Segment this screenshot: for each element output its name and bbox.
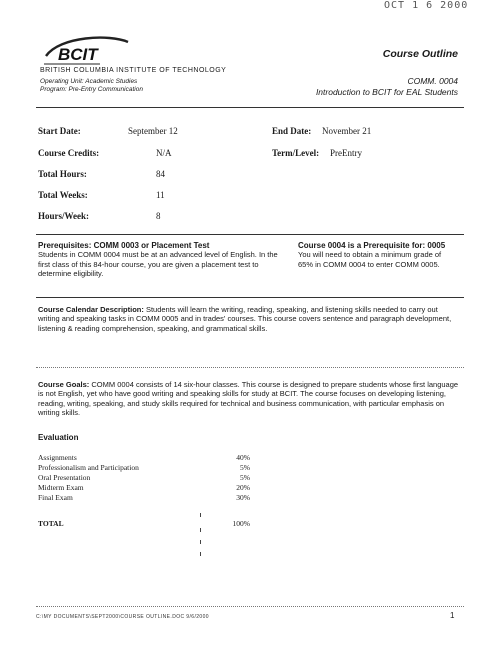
evaluation-total-row (38, 519, 250, 528)
evaluation-item-weight: 30% (236, 493, 250, 502)
evaluation-item-weight: 40% (236, 453, 250, 462)
evaluation-row (38, 483, 250, 493)
course-heading (316, 76, 458, 98)
evaluation-row (38, 463, 250, 473)
prerequisites-section (38, 241, 288, 279)
total-weeks-label: Total Weeks: (38, 190, 88, 200)
course-credits-label: Course Credits: (38, 148, 100, 158)
evaluation-item-weight: 20% (236, 483, 250, 492)
start-date-label: Start Date: (38, 126, 81, 136)
evaluation-item-label: Midterm Exam (38, 483, 84, 492)
page-number: 1 (450, 611, 455, 620)
calendar-divider (36, 367, 464, 368)
info-divider (36, 234, 464, 235)
course-goals (38, 380, 460, 418)
operating-unit-line (40, 78, 143, 94)
scan-artifact-mark (200, 540, 201, 544)
prerequisites-heading: Prerequisites: COMM 0003 or Placement Test (38, 241, 210, 250)
scan-artifact-mark (200, 528, 201, 532)
program-name: Program: Pre-Entry Communication (40, 86, 143, 93)
total-weeks-value: 11 (156, 190, 165, 200)
term-level-label: Term/Level: (272, 148, 320, 158)
file-path-footer: C:\MY DOCUMENTS\SEPT2000\COURSE OUTLINE.DOC 9/6/2000 (36, 614, 209, 620)
footer-divider (36, 606, 464, 607)
svg-text:BCIT: BCIT (58, 45, 98, 64)
evaluation-item-weight: 5% (240, 473, 250, 482)
calendar-description-heading: Course Calendar Description: (38, 305, 144, 314)
evaluation-item-label: Assignments (38, 453, 77, 462)
prerequisite-for-heading: Course 0004 is a Prerequisite for: 0005 (298, 241, 446, 250)
evaluation-item-label: Final Exam (38, 493, 73, 502)
header-divider (36, 107, 464, 108)
hours-per-week-value: 8 (156, 211, 161, 221)
evaluation-total-value: 100% (232, 519, 250, 528)
prerequisites-body: Students in COMM 0004 must be at an advanced level of English. In the first class of this 84-hour course, you are given a placement test to determine eligibility. (38, 250, 278, 279)
course-goals-heading: Course Goals: (38, 380, 90, 389)
prerequisite-for-section (298, 241, 458, 269)
scan-artifact-mark (200, 552, 201, 556)
calendar-description (38, 305, 460, 333)
institute-name: BRITISH COLUMBIA INSTITUTE OF TECHNOLOGY (40, 67, 227, 74)
evaluation-item-label: Oral Presentation (38, 473, 91, 482)
operating-unit: Operating Unit: Academic Studies (40, 78, 138, 85)
end-date-label: End Date: (272, 126, 312, 136)
course-credits-value: N/A (156, 148, 172, 158)
total-hours-label: Total Hours: (38, 169, 87, 179)
course-title: Introduction to BCIT for EAL Students (315, 87, 458, 97)
document-type-title: Course Outline (382, 48, 458, 60)
scan-artifact-mark (200, 513, 201, 517)
hours-per-week-label: Hours/Week: (38, 211, 89, 221)
prereq-divider (36, 297, 464, 298)
total-hours-value: 84 (156, 169, 165, 179)
term-level-value: PreEntry (330, 148, 362, 158)
received-date-stamp: OCT 1 6 2000 (384, 0, 469, 11)
evaluation-row (38, 493, 250, 503)
course-goals-body: COMM 0004 consists of 14 six-hour classes. This course is designed to prepare students whose first language is not English, yet who have good writing and speaking skills for study at BCIT. The course focuses on developing listening, reading, writing, speaking, and study skills required for technical and business communication, with particular emphasis on writing skills. (38, 380, 459, 418)
start-date-value: September 12 (128, 126, 178, 136)
prerequisite-for-body: You will need to obtain a minimum grade of 65% in COMM 0004 to enter COMM 0005. (298, 250, 442, 269)
evaluation-heading: Evaluation (38, 433, 79, 442)
evaluation-total-label: TOTAL (38, 519, 64, 528)
evaluation-item-weight: 5% (240, 463, 250, 472)
evaluation-table (38, 453, 250, 503)
evaluation-item-label: Professionalism and Participation (38, 463, 139, 472)
course-code: COMM. 0004 (407, 76, 458, 86)
calendar-description-body: Students will learn the writing, reading, speaking, and listening skills needed to carry out writing and speaking tasks in COMM 0005 and in trades' courses. This course covers sentence and paragraph development, listening & reading comprehension, speaking, and grammatical skills. (38, 305, 452, 333)
end-date-value: November 21 (322, 126, 372, 136)
evaluation-row (38, 473, 250, 483)
evaluation-row (38, 453, 250, 463)
